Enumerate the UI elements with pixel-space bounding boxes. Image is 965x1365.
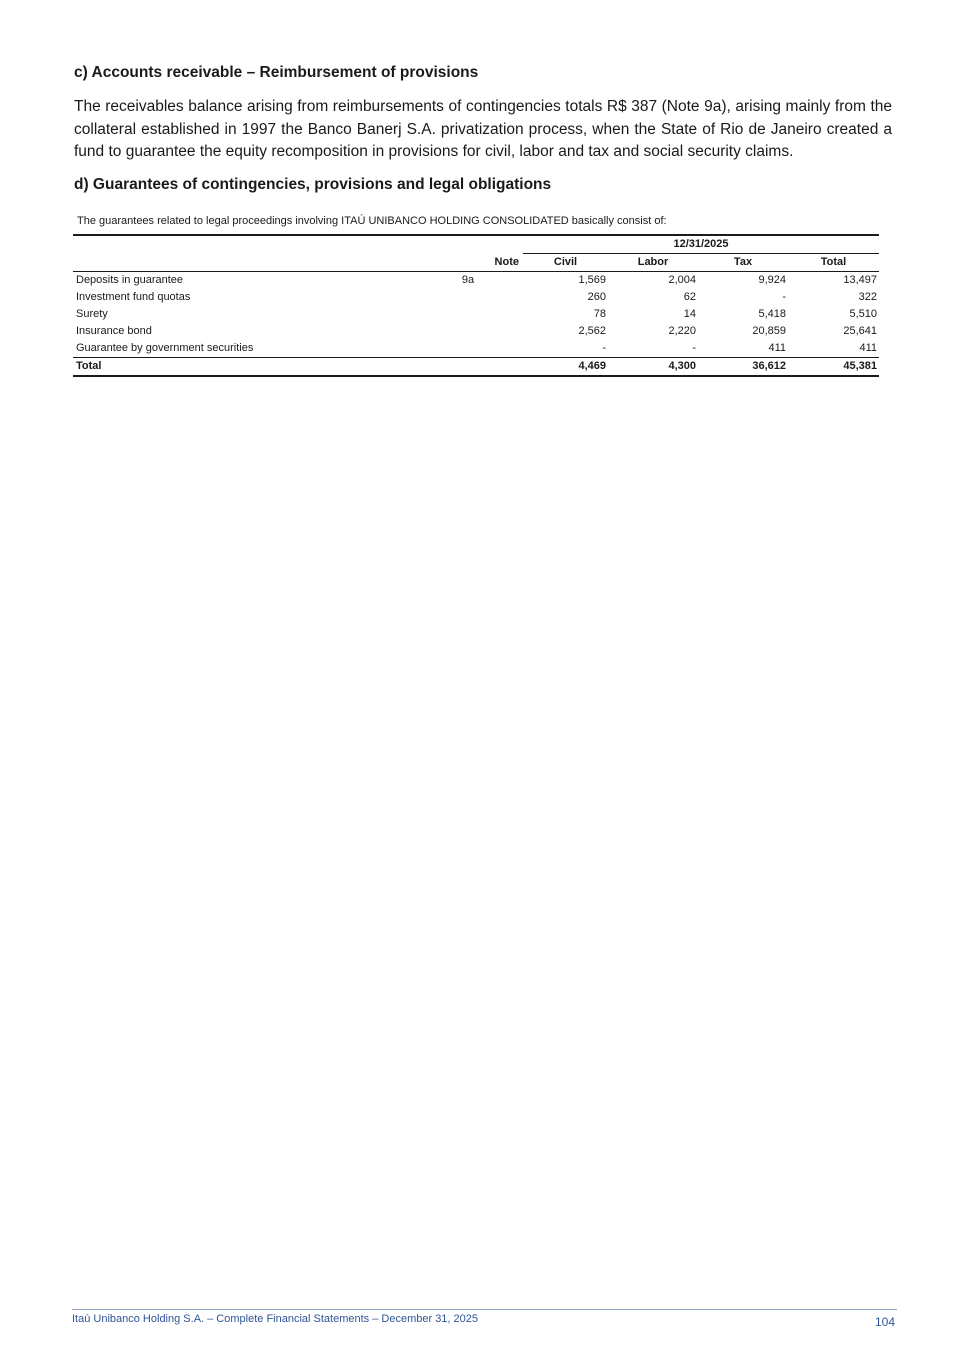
row-label: Deposits in guarantee (76, 274, 184, 286)
guarantees-table (73, 234, 879, 377)
row-tax: 9,924 (758, 274, 786, 286)
table-row (73, 306, 879, 323)
table-body (73, 272, 879, 377)
column-header-row (73, 254, 879, 272)
table-row (73, 340, 879, 358)
header-spacer (73, 235, 413, 254)
period-label: 12/31/2025 (523, 235, 879, 254)
row-labor: 14 (683, 308, 696, 320)
footer-text: Itaú Unibanco Holding S.A. – Complete Financial Statements – December 31, 2025 (72, 1313, 479, 1325)
section-c-paragraph: The receivables balance arising from reimbursements of contingencies totals R$ 387 (Note 9a), arising mainly from the collateral established in 1997 the Banco Banerj S.A. privatization process, when the State of Rio de Janeiro created a fund to guarantee the equity recomposition in provisions for civil, labor and tax and social security claims. (74, 98, 892, 160)
header-label-blank (73, 254, 413, 272)
table-row (73, 272, 879, 290)
row-total: 322 (858, 291, 877, 303)
row-labor: - (692, 342, 696, 354)
row-tax: 5,418 (758, 308, 786, 320)
row-total: 5,510 (849, 308, 877, 320)
row-label: Insurance bond (76, 325, 152, 337)
header-tax: Tax (698, 254, 788, 272)
period-header-row (73, 235, 879, 254)
row-note: 9a (461, 274, 475, 286)
total-labor: 4,300 (608, 358, 698, 377)
row-tax: 411 (768, 342, 786, 354)
header-spacer (413, 235, 523, 254)
total-civil: 4,469 (523, 358, 608, 377)
row-total: 411 (859, 342, 877, 354)
section-c-heading: c) Accounts receivable – Reimbursement of provisions (74, 64, 479, 81)
total-label: Total (73, 358, 413, 377)
row-civil: 260 (587, 291, 606, 303)
total-note (413, 358, 523, 377)
footer-divider (72, 1309, 897, 1310)
row-civil: 78 (593, 308, 606, 320)
row-note (413, 323, 523, 340)
row-label: Guarantee by government securities (76, 342, 254, 354)
guarantees-table-container (73, 234, 879, 377)
table-row (73, 323, 879, 340)
header-labor: Labor (608, 254, 698, 272)
row-labor: 2,004 (668, 274, 696, 286)
section-d-heading: d) Guarantees of contingencies, provisions and legal obligations (74, 176, 552, 193)
row-civil: - (602, 342, 606, 354)
header-note: Note (413, 254, 523, 272)
header-civil: Civil (523, 254, 608, 272)
total-row (73, 358, 879, 377)
row-total: 25,641 (843, 325, 877, 337)
table-intro: The guarantees related to legal proceedings involving ITAÚ UNIBANCO HOLDING CONSOLIDATED basically consist of: (77, 215, 667, 227)
row-note (413, 306, 523, 323)
total-tax: 36,612 (698, 358, 788, 377)
row-labor: 2,220 (668, 325, 696, 337)
row-total: 13,497 (843, 274, 877, 286)
row-tax: 20,859 (752, 325, 786, 337)
row-label: Surety (76, 308, 108, 320)
table-header (73, 235, 879, 272)
row-note (413, 340, 523, 358)
row-labor: 62 (683, 291, 696, 303)
header-total: Total (788, 254, 879, 272)
row-note (413, 289, 523, 306)
row-tax: - (782, 291, 786, 303)
total-total: 45,381 (788, 358, 879, 377)
row-label: Investment fund quotas (76, 291, 191, 303)
row-civil: 2,562 (578, 325, 606, 337)
page-number: 104 (874, 1315, 895, 1329)
row-civil: 1,569 (578, 274, 606, 286)
table-row (73, 289, 879, 306)
